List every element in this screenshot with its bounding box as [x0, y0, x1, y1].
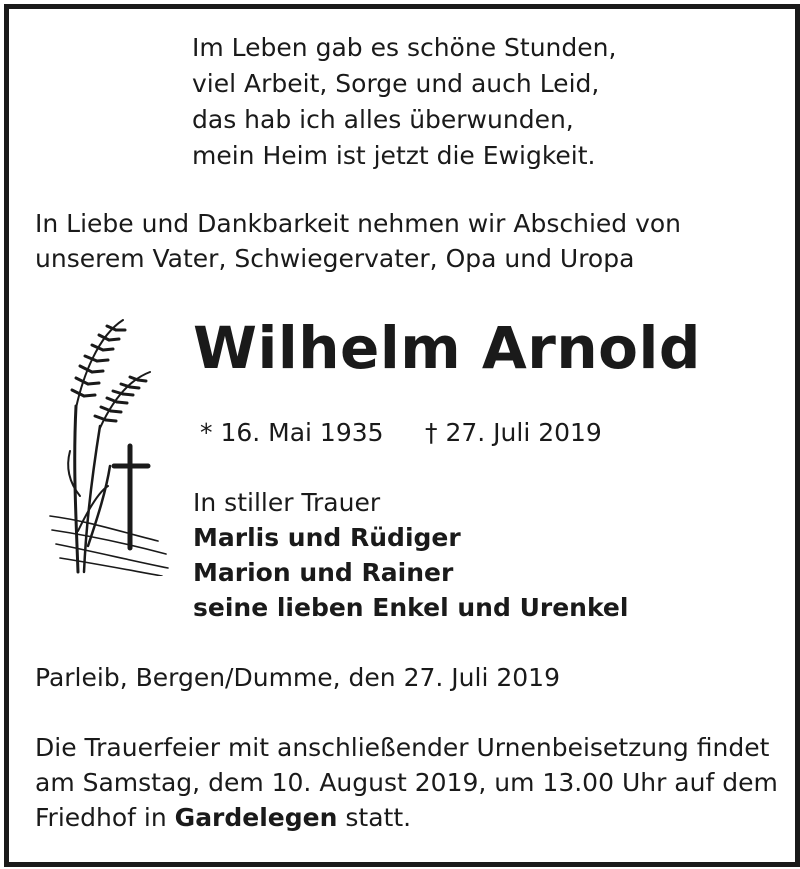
poem-line: Im Leben gab es schöne Stunden, [192, 33, 617, 62]
funeral-line: am Samstag, dem 10. August 2019, um 13.00 Uhr auf dem [35, 768, 778, 797]
mourner-line: Marion und Rainer [193, 558, 454, 587]
mourner-line: Marlis und Rüdiger [193, 523, 461, 552]
funeral-line-prefix: Friedhof in [35, 803, 175, 832]
funeral-line [35, 801, 411, 835]
funeral-line-suffix: statt. [337, 803, 412, 832]
death-date: † 27. Juli 2019 [425, 418, 602, 447]
intro-line: unserem Vater, Schwiegervater, Opa und Uropa [35, 244, 635, 273]
wheat-and-cross-icon [48, 316, 173, 576]
poem-line: viel Arbeit, Sorge und auch Leid, [192, 69, 600, 98]
mourner-line: seine lieben Enkel und Urenkel [193, 593, 629, 622]
birth-date: * 16. Mai 1935 [200, 418, 384, 447]
deceased-name: Wilhelm Arnold [193, 314, 701, 382]
intro-line: In Liebe und Dankbarkeit nehmen wir Abschied von [35, 209, 682, 238]
poem-line: das hab ich alles überwunden, [192, 105, 574, 134]
mourning-heading: In stiller Trauer [193, 488, 381, 517]
poem-line: mein Heim ist jetzt die Ewigkeit. [192, 141, 596, 170]
place-and-date: Parleib, Bergen/Dumme, den 27. Juli 2019 [35, 663, 560, 692]
funeral-place: Gardelegen [174, 803, 338, 832]
funeral-line: Die Trauerfeier mit anschließender Urnenbeisetzung findet [35, 733, 770, 762]
